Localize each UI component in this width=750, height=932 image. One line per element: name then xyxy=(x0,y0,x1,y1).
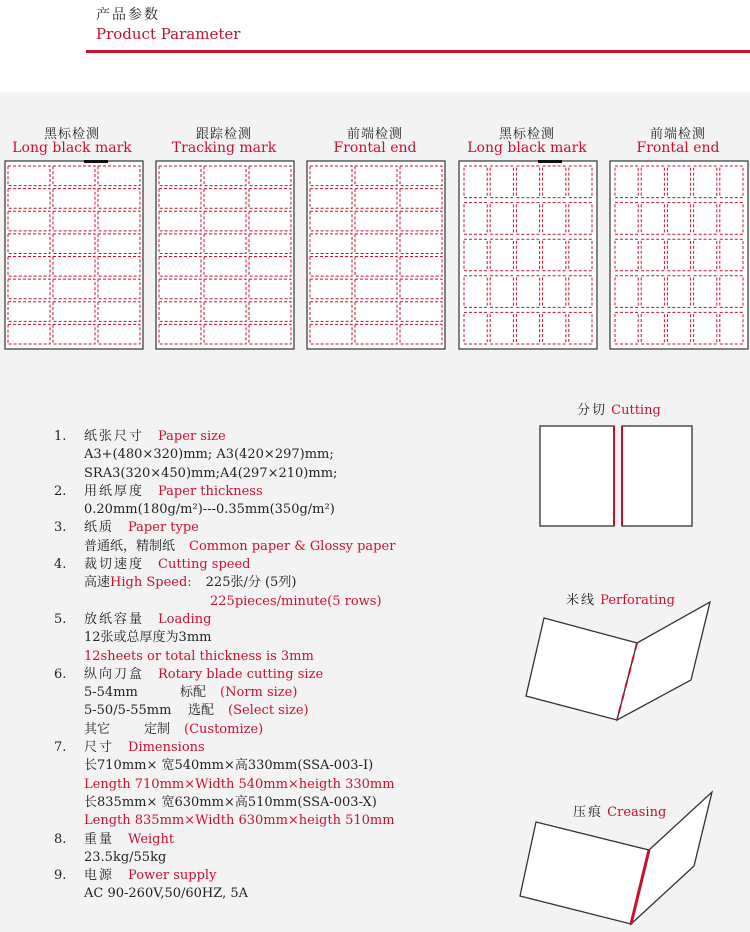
spec-6-line-2 xyxy=(54,702,494,720)
spec-3-heading xyxy=(54,519,494,537)
sheet-2-title-en: Tracking mark xyxy=(171,140,277,156)
sheet-5-diagram xyxy=(609,160,749,350)
cutting-label xyxy=(577,399,661,418)
spec-1-cn: 纸张尺寸 xyxy=(84,429,145,444)
sheet-5-title xyxy=(603,123,750,156)
spec-6-norm-en: (Norm size) xyxy=(220,685,298,701)
header-divider xyxy=(86,50,750,53)
spec-6-number: 6. xyxy=(54,666,67,682)
spec-6-custom-cn: 定制 xyxy=(144,721,171,737)
spec-1-heading xyxy=(54,428,494,446)
spec-4-heading xyxy=(54,556,494,574)
sheet-4-title-cn: 黑标检测 xyxy=(498,127,555,142)
spec-7-en: Dimensions xyxy=(128,740,205,756)
spec-2-line-1 xyxy=(54,501,494,519)
spec-4-value-en: High Speed: xyxy=(110,575,192,591)
spec-6-select-en: (Select size) xyxy=(228,703,309,719)
spec-1-value-2: SRA3(320×450)mm;A4(297×210)mm; xyxy=(84,465,338,481)
sheet-border xyxy=(459,161,597,349)
sheet-border xyxy=(156,161,294,349)
spec-8-heading xyxy=(54,831,494,849)
spec-6-norm-size: 5-54mm xyxy=(84,685,138,701)
sheet-1-title xyxy=(0,123,147,156)
spec-4-value: 225张/分 (5列) xyxy=(205,575,297,591)
spec-6-en: Rotary blade cutting size xyxy=(158,666,324,682)
header xyxy=(0,0,750,92)
spec-list xyxy=(54,428,494,904)
cutting-sheet-left xyxy=(540,426,614,526)
spec-6-cn: 纵向刀盒 xyxy=(84,666,145,682)
spec-5-heading xyxy=(54,611,494,629)
spec-2-cn: 用纸厚度 xyxy=(84,483,145,499)
creasing-label-cn: 压痕 xyxy=(573,805,604,820)
spec-4-en: Cutting speed xyxy=(158,557,251,573)
spec-7-value-2: Length 710mm×Width 540mm×heigth 330mm xyxy=(84,776,395,792)
creasing-panel-left xyxy=(520,822,649,924)
spec-2-number: 2. xyxy=(54,483,67,499)
spec-6-select-cn: 选配 xyxy=(188,703,215,719)
spec-7-line-1 xyxy=(54,757,494,775)
sheet-1-diagram xyxy=(4,160,144,350)
spec-5-number: 5. xyxy=(54,611,67,627)
perforating-diagram xyxy=(520,598,716,728)
black-mark xyxy=(84,160,108,163)
spec-4-line-1 xyxy=(54,574,494,592)
spec-6-select-size: 5-50/5-55mm xyxy=(84,703,172,719)
spec-5-line-1 xyxy=(54,629,494,647)
spec-9-value-1: AC 90-260V,50/60HZ, 5A xyxy=(84,886,248,902)
spec-6-custom-en: (Customize) xyxy=(184,721,264,737)
spec-3-cn: 纸质 xyxy=(84,520,115,536)
black-mark xyxy=(538,160,562,163)
spec-5-value-2: 12sheets or total thickness is 3mm xyxy=(84,648,314,664)
spec-4-number: 4. xyxy=(54,557,67,573)
sheet-5-title-en: Frontal end xyxy=(636,140,720,156)
cutting-label-cn: 分切 xyxy=(577,403,608,418)
spec-4-value-2: 225pieces/minute(5 rows) xyxy=(210,593,382,609)
spec-5-line-2 xyxy=(54,648,494,666)
spec-1-line-2 xyxy=(54,465,494,483)
spec-7-value-1: 长710mm× 宽540mm×高330mm(SSA-003-I) xyxy=(84,758,374,774)
spec-1-number: 1. xyxy=(54,429,67,444)
sheet-4-diagram xyxy=(458,160,598,350)
sheet-border xyxy=(5,161,143,349)
spec-4-line-2 xyxy=(54,593,494,611)
cutting-sheet-right xyxy=(622,426,692,526)
spec-3-value-en: Common paper & Glossy paper xyxy=(189,538,396,554)
spec-3-value-cn: 普通纸，精制纸 xyxy=(84,538,176,554)
spec-1-en: Paper size xyxy=(158,429,226,444)
perforating-label-en: Perforating xyxy=(600,593,675,608)
spec-7-cn: 尺寸 xyxy=(84,740,115,756)
sheet-4-title-en: Long black mark xyxy=(467,140,587,156)
spec-2-en: Paper thickness xyxy=(158,483,263,499)
spec-8-number: 8. xyxy=(54,831,67,847)
spec-7-heading xyxy=(54,739,494,757)
spec-7-number: 7. xyxy=(54,740,67,756)
sheet-3-title-en: Frontal end xyxy=(333,140,417,156)
header-title-en: Product Parameter xyxy=(96,25,241,43)
spec-4-cn: 裁切速度 xyxy=(84,557,145,573)
spec-9-line-1 xyxy=(54,885,494,903)
sheet-3-title-cn: 前端检测 xyxy=(346,127,403,142)
spec-6-heading xyxy=(54,666,494,684)
sheet-2-title xyxy=(149,123,299,156)
spec-8-en: Weight xyxy=(128,831,175,847)
sheet-1-title-en: Long black mark xyxy=(12,140,132,156)
spec-8-line-1 xyxy=(54,849,494,867)
sheet-2-diagram xyxy=(155,160,295,350)
sheet-4-title xyxy=(452,123,602,156)
spec-2-value-1: 0.20mm(180g/m²)---0.35mm(350g/m²) xyxy=(84,502,335,518)
sheet-2-title-cn: 跟踪检测 xyxy=(195,127,252,142)
spec-7-value-3: 长835mm× 宽630mm×高510mm(SSA-003-X) xyxy=(84,794,377,810)
sheet-1-title-cn: 黑标检测 xyxy=(43,127,100,142)
spec-9-cn: 电源 xyxy=(84,868,115,884)
header-title-cn: 产品参数 xyxy=(96,7,160,23)
spec-3-number: 3. xyxy=(54,520,67,536)
spec-5-cn: 放纸容量 xyxy=(84,611,145,627)
spec-2-heading xyxy=(54,483,494,501)
spec-4-value-cn: 高速 xyxy=(84,575,111,591)
spec-6-line-1 xyxy=(54,684,494,702)
spec-1-line-1 xyxy=(54,446,494,464)
spec-8-value-1: 23.5kg/55kg xyxy=(84,849,167,865)
spec-3-line-1 xyxy=(54,538,494,556)
spec-9-en: Power supply xyxy=(128,868,217,884)
creasing-label-en: Creasing xyxy=(607,805,667,820)
spec-6-line-3 xyxy=(54,721,494,739)
spec-3-en: Paper type xyxy=(128,520,199,536)
spec-5-en: Loading xyxy=(158,611,212,627)
spec-5-value-1: 12张或总厚度为3mm xyxy=(84,630,212,646)
spec-6-norm-cn: 标配 xyxy=(180,685,207,701)
spec-6-other-cn: 其它 xyxy=(84,721,111,737)
sheet-border xyxy=(307,161,445,349)
creasing-diagram xyxy=(516,788,716,928)
spec-8-cn: 重量 xyxy=(84,831,115,847)
sheet-3-diagram xyxy=(306,160,446,350)
spec-1-value-1: A3+(480×320)mm; A3(420×297)mm; xyxy=(84,447,334,463)
sheet-border xyxy=(610,161,748,349)
cutting-diagram xyxy=(536,420,700,532)
spec-7-value-4: Length 835mm×Width 630mm×heigth 510mm xyxy=(84,813,395,829)
spec-7-line-2 xyxy=(54,776,494,794)
sheet-3-title xyxy=(300,123,450,156)
spec-7-line-4 xyxy=(54,812,494,830)
sheet-5-title-cn: 前端检测 xyxy=(649,127,706,142)
spec-7-line-3 xyxy=(54,794,494,812)
spec-9-number: 9. xyxy=(54,868,67,884)
cutting-label-en: Cutting xyxy=(611,403,661,418)
perforating-label-cn: 米线 xyxy=(566,593,597,608)
spec-9-heading xyxy=(54,867,494,885)
